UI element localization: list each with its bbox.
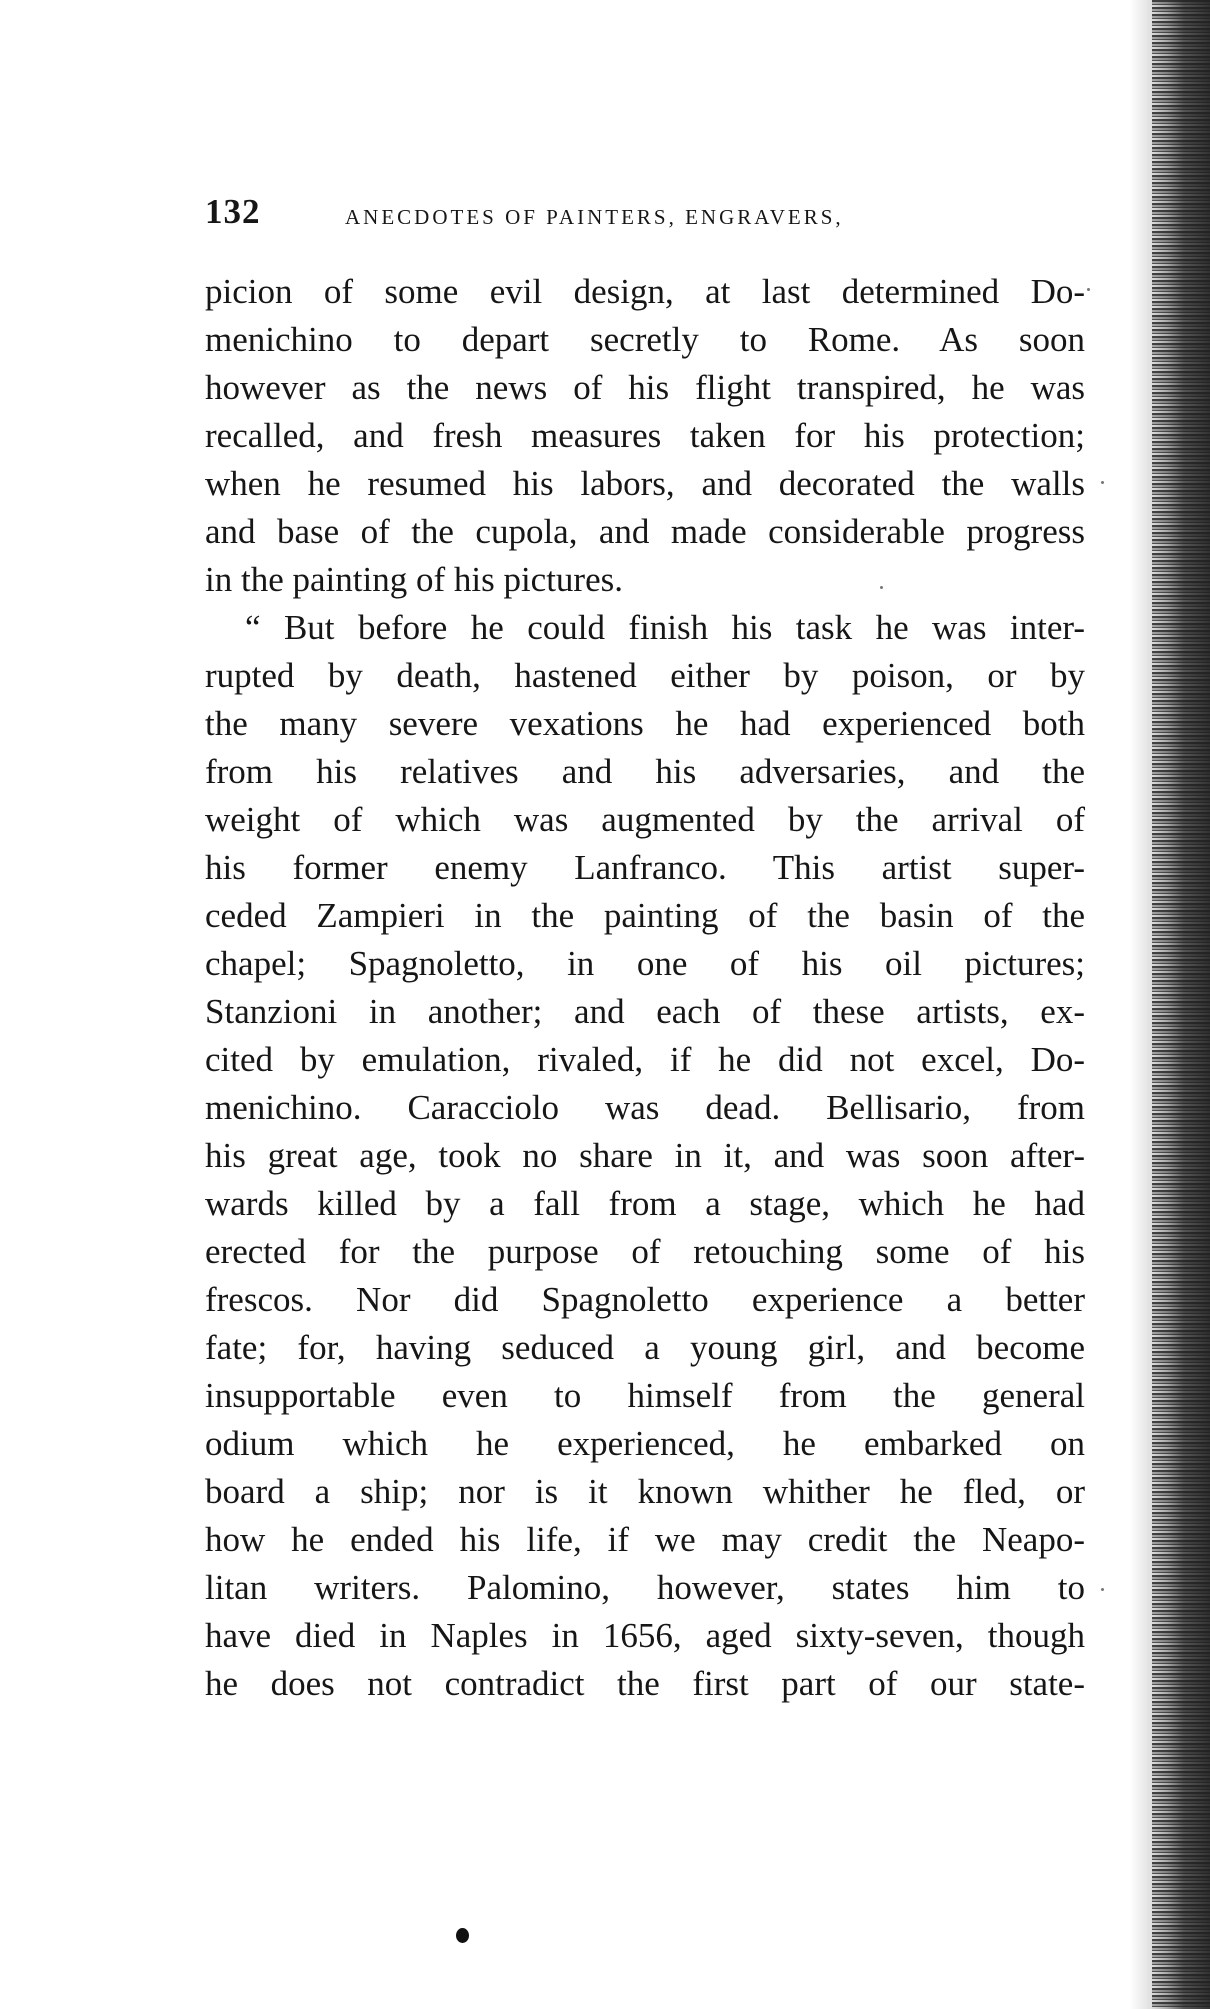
body-text — [205, 268, 1085, 1708]
text-line: frescos. Nor did Spagnoletto experience a better — [205, 1280, 1085, 1319]
text-line: the many severe vexations he had experienced both — [205, 704, 1085, 743]
text-line: menichino to depart secretly to Rome. As soon — [205, 320, 1085, 359]
text-line: have died in Naples in 1656, aged sixty-seven, though — [205, 1616, 1085, 1655]
text-line: recalled, and fresh measures taken for his protection; — [205, 416, 1085, 455]
paper-speck — [1087, 288, 1090, 291]
running-head — [205, 192, 1025, 236]
scanned-page-edge — [1152, 0, 1210, 2009]
text-line: picion of some evil design, at last determined Do- — [205, 272, 1085, 311]
text-line: odium which he experienced, he embarked on — [205, 1424, 1085, 1463]
text-line: from his relatives and his adversaries, and the — [205, 752, 1085, 791]
text-line: rupted by death, hastened either by poison, or by — [205, 656, 1085, 695]
paragraph-end-line: in the painting of his pictures. — [205, 560, 623, 599]
ink-dot — [456, 1928, 469, 1943]
text-line: ceded Zampieri in the painting of the basin of the — [205, 896, 1085, 935]
running-head-title: ANECDOTES OF PAINTERS, ENGRAVERS, — [345, 205, 844, 229]
text-line: insupportable even to himself from the general — [205, 1376, 1085, 1415]
text-line: wards killed by a fall from a stage, which he had — [205, 1184, 1085, 1223]
text-line: fate; for, having seduced a young girl, and become — [205, 1328, 1085, 1367]
text-line: his former enemy Lanfranco. This artist super- — [205, 848, 1085, 887]
text-line: Stanzioni in another; and each of these artists, ex- — [205, 992, 1085, 1031]
paragraph-start-line: “ But before he could finish his task he was inter- — [245, 608, 1085, 647]
paper-speck — [880, 586, 883, 589]
page-number: 132 — [205, 192, 261, 231]
text-line: menichino. Caracciolo was dead. Bellisario, from — [205, 1088, 1085, 1127]
text-line: weight of which was augmented by the arrival of — [205, 800, 1085, 839]
paper-speck — [1101, 1588, 1104, 1591]
text-line: when he resumed his labors, and decorated the walls — [205, 464, 1085, 503]
text-line: how he ended his life, if we may credit the Neapo- — [205, 1520, 1085, 1559]
text-line: litan writers. Palomino, however, states him to — [205, 1568, 1085, 1607]
text-line: board a ship; nor is it known whither he fled, or — [205, 1472, 1085, 1511]
text-line: erected for the purpose of retouching some of his — [205, 1232, 1085, 1271]
text-line: and base of the cupola, and made considerable progress — [205, 512, 1085, 551]
text-line: his great age, took no share in it, and was soon after- — [205, 1136, 1085, 1175]
text-line: cited by emulation, rivaled, if he did not excel, Do- — [205, 1040, 1085, 1079]
text-line: he does not contradict the first part of our state- — [205, 1664, 1085, 1703]
paper-speck — [1101, 481, 1104, 484]
text-line: however as the news of his flight transpired, he was — [205, 368, 1085, 407]
text-line: chapel; Spagnoletto, in one of his oil pictures; — [205, 944, 1085, 983]
